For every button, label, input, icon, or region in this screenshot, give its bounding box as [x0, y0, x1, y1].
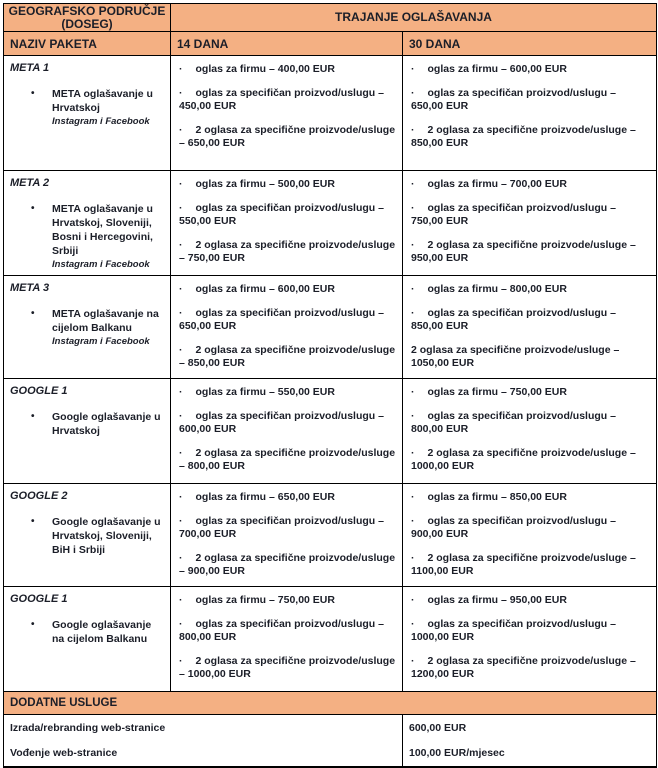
package-name: META 1	[10, 62, 50, 74]
price-item: · oglas za firmu – 750,00 EUR	[411, 386, 650, 400]
extras-label: Vođenje web-stranice	[10, 747, 118, 759]
prices-30d-google-1-balkan	[403, 587, 656, 692]
package-platform-note: Instagram i Facebook	[52, 259, 150, 270]
price-item: · oglas za specifičan proizvod/uslugu – 750,00 EUR	[411, 202, 650, 229]
header-geo-area: GEOGRAFSKO PODRUČJE (DOSEG)	[4, 4, 171, 32]
price-item: · oglas za firmu – 600,00 EUR	[179, 283, 396, 297]
prices-30d-google-1	[403, 379, 656, 484]
price-item: · oglas za specifičan proizvod/uslugu – 900,00 EUR	[411, 515, 650, 542]
package-description-text: • Google oglašavanje u Hrvatskoj, Sloveniji, BiH i Srbiji	[52, 516, 161, 556]
package-description	[10, 202, 166, 258]
extras-price: 600,00 EUR	[409, 722, 467, 734]
package-name: GOOGLE 1	[10, 385, 68, 397]
package-description-text: • META oglašavanje na cijelom Balkanu	[52, 308, 159, 334]
package-description-text: • Google oglašavanje u Hrvatskoj	[52, 411, 161, 437]
package-description	[10, 618, 166, 646]
price-item: · oglas za firmu – 850,00 EUR	[411, 491, 650, 505]
price-item: · oglas za firmu – 700,00 EUR	[411, 178, 650, 192]
price-item: · oglas za firmu – 950,00 EUR	[411, 594, 650, 608]
package-platform-note: Instagram i Facebook	[52, 116, 150, 127]
package-description	[10, 410, 166, 438]
price-item: · oglas za specifičan proizvod/uslugu – 650,00 EUR	[411, 87, 650, 114]
prices-14d-google-1-balkan	[171, 587, 403, 692]
price-item: · oglas za firmu – 750,00 EUR	[179, 594, 396, 608]
price-item: · 2 oglasa za specifične proizvode/usluge – 900,00 EUR	[179, 552, 396, 579]
package-description-text: • META oglašavanje u Hrvatskoj	[52, 88, 153, 114]
extras-price: 100,00 EUR/mjesec	[409, 747, 505, 759]
package-name: GOOGLE 1	[10, 593, 68, 605]
prices-14d-meta-3	[171, 276, 403, 379]
price-item: · oglas za specifičan proizvod/uslugu – 450,00 EUR	[179, 87, 396, 114]
package-cell-google-2	[4, 484, 171, 587]
prices-14d-google-2	[171, 484, 403, 587]
price-item: 2 oglasa za specifične proizvode/usluge – 1050,00 EUR	[411, 343, 620, 369]
price-item: · 2 oglasa za specifične proizvode/usluge – 800,00 EUR	[179, 447, 396, 474]
price-item: · oglas za firmu – 600,00 EUR	[411, 63, 650, 77]
extras-prices-cell	[403, 715, 656, 766]
package-name: META 2	[10, 177, 50, 189]
price-item: · 2 oglasa za specifične proizvode/usluge – 1000,00 EUR	[179, 655, 396, 682]
price-item: · oglas za firmu – 550,00 EUR	[179, 386, 396, 400]
price-item: · 2 oglasa za specifične proizvode/usluge – 850,00 EUR	[411, 124, 650, 151]
package-description-text: • META oglašavanje u Hrvatskoj, Sloveniji, Bosni i Hercegovini, Srbiji	[52, 203, 153, 257]
price-item: · oglas za specifičan proizvod/uslugu – 800,00 EUR	[411, 410, 650, 437]
price-item: · 2 oglasa za specifične proizvode/usluge – 1200,00 EUR	[411, 655, 650, 682]
package-cell-google-1	[4, 379, 171, 484]
package-cell-meta-2	[4, 171, 171, 276]
package-name: META 3	[10, 282, 50, 294]
package-name: GOOGLE 2	[10, 490, 68, 502]
header-30-days: 30 DANA	[403, 32, 656, 56]
price-item: · 2 oglasa za specifične proizvode/usluge – 950,00 EUR	[411, 239, 650, 266]
price-item: · 2 oglasa za specifične proizvode/usluge – 1100,00 EUR	[411, 552, 650, 579]
extras-section-title: DODATNE USLUGE	[4, 692, 656, 715]
prices-30d-meta-1	[403, 56, 656, 171]
package-description	[10, 515, 166, 557]
price-item: · oglas za firmu – 500,00 EUR	[179, 178, 396, 192]
header-package-name: NAZIV PAKETA	[4, 32, 171, 56]
package-cell-google-1-balkan	[4, 587, 171, 692]
package-description	[10, 87, 166, 115]
header-duration: TRAJANJE OGLAŠAVANJA	[171, 4, 656, 32]
price-item: · oglas za specifičan proizvod/uslugu – 1000,00 EUR	[411, 618, 650, 645]
prices-30d-meta-2	[403, 171, 656, 276]
extras-label: Izrada/rebranding web-stranice	[10, 722, 166, 734]
price-item: · oglas za firmu – 650,00 EUR	[179, 491, 396, 505]
prices-30d-google-2	[403, 484, 656, 587]
prices-30d-meta-3	[403, 276, 656, 379]
prices-14d-meta-2	[171, 171, 403, 276]
price-item: · 2 oglasa za specifične proizvode/usluge – 1000,00 EUR	[411, 447, 650, 474]
package-description-text: • Google oglašavanje na cijelom Balkanu	[52, 619, 152, 645]
price-item: · 2 oglasa za specifične proizvode/usluge – 750,00 EUR	[179, 239, 396, 266]
price-item: · oglas za specifičan proizvod/uslugu – 550,00 EUR	[179, 202, 396, 229]
extras-labels-cell	[4, 715, 403, 766]
price-item: · 2 oglasa za specifične proizvode/usluge – 850,00 EUR	[179, 344, 396, 371]
price-item: · oglas za specifičan proizvod/uslugu – 800,00 EUR	[179, 618, 396, 645]
price-item: · 2 oglasa za specifične proizvode/usluge – 650,00 EUR	[179, 124, 396, 151]
price-item: · oglas za specifičan proizvod/uslugu – 700,00 EUR	[179, 515, 396, 542]
package-cell-meta-1	[4, 56, 171, 171]
pricing-table	[3, 3, 657, 768]
package-cell-meta-3	[4, 276, 171, 379]
prices-14d-meta-1	[171, 56, 403, 171]
price-item: · oglas za specifičan proizvod/uslugu – 850,00 EUR	[411, 307, 650, 334]
price-item: · oglas za firmu – 800,00 EUR	[411, 283, 650, 297]
price-item: · oglas za specifičan proizvod/uslugu – 600,00 EUR	[179, 410, 396, 437]
price-item: · oglas za firmu – 400,00 EUR	[179, 63, 396, 77]
price-item: · oglas za specifičan proizvod/uslugu – 650,00 EUR	[179, 307, 396, 334]
header-14-days: 14 DANA	[171, 32, 403, 56]
package-platform-note: Instagram i Facebook	[52, 336, 150, 347]
package-description	[10, 307, 166, 335]
prices-14d-google-1	[171, 379, 403, 484]
